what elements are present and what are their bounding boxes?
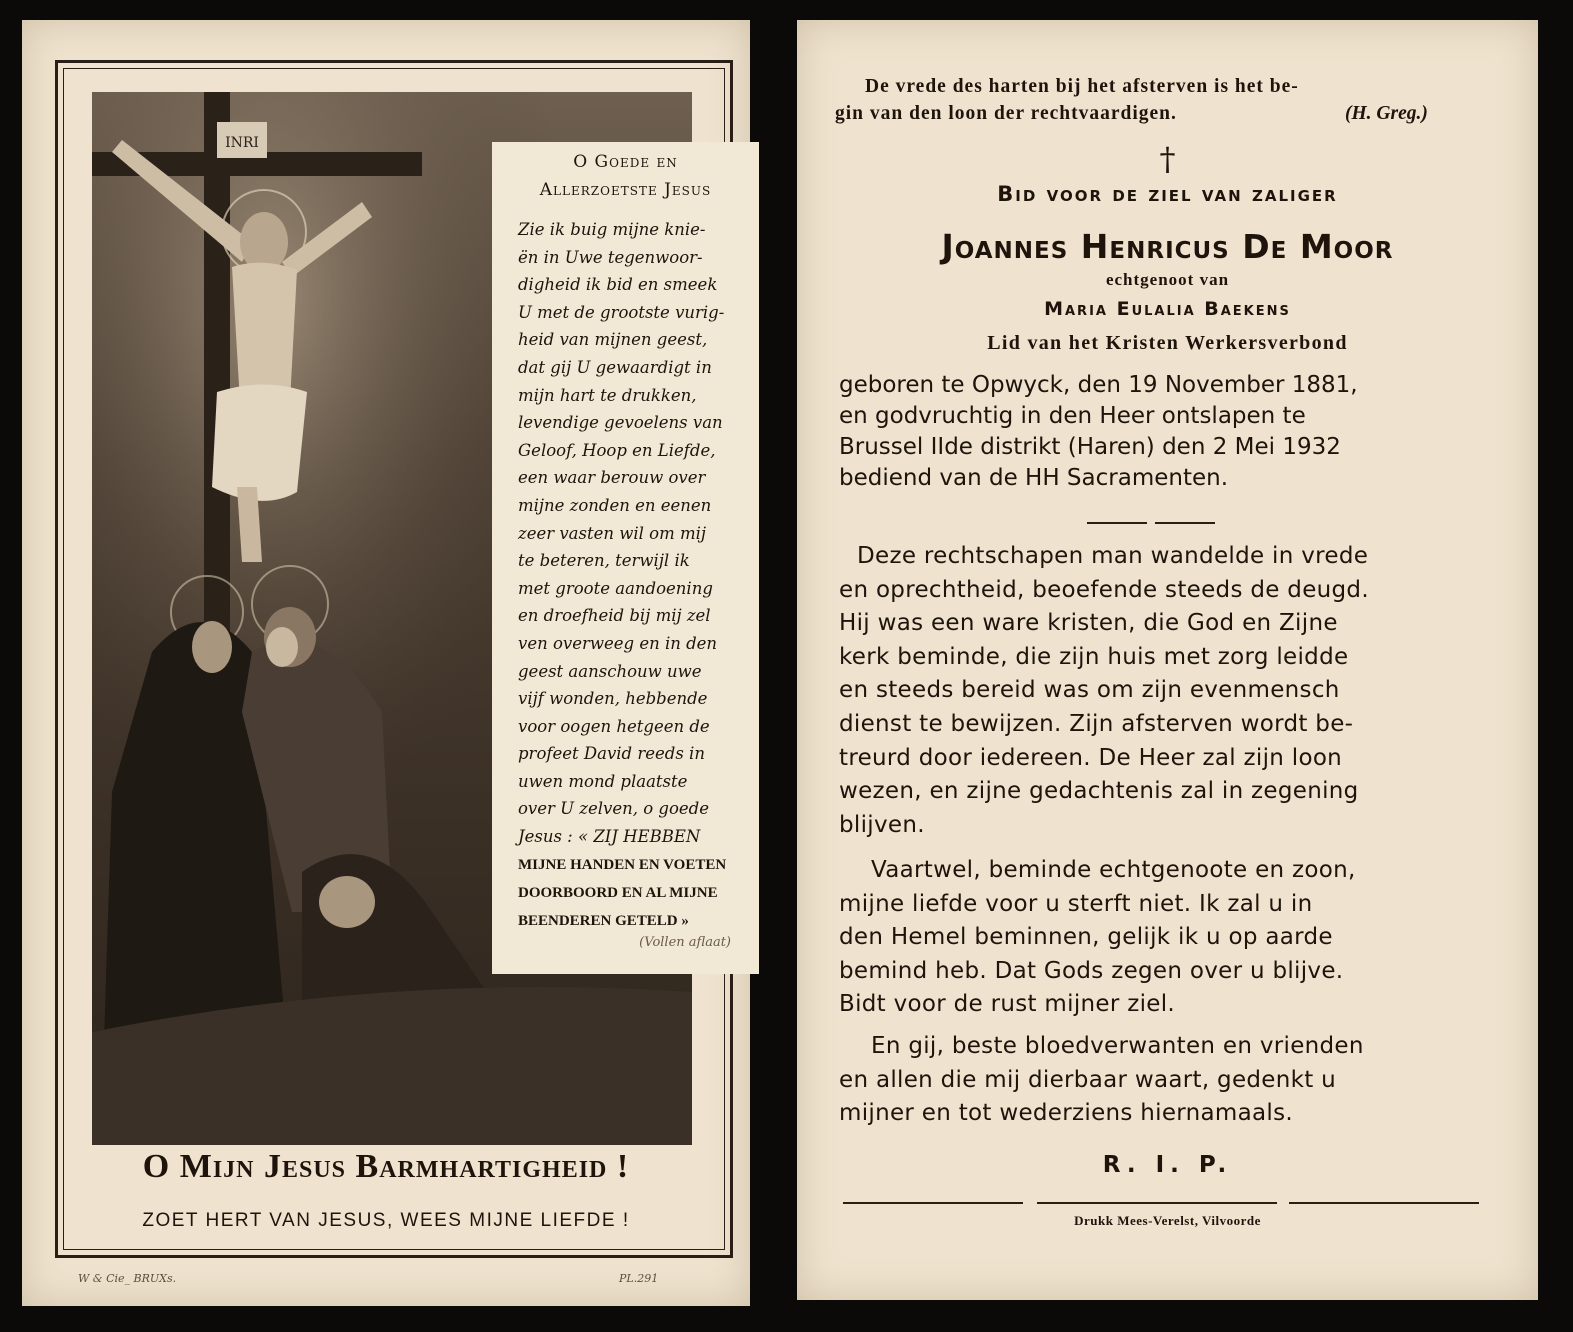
prayer-line: ven overweeg en in den (518, 633, 718, 653)
farewell-paragraph (839, 854, 1489, 1022)
footer-rule (1289, 1202, 1479, 1204)
prayer-line: zeer vasten wil om mij (518, 523, 707, 543)
bio-line: en godvruchtig in den Heer ontslapen te (839, 403, 1306, 429)
prayer-line: en droefheid bij mij zel (518, 606, 711, 626)
eulogy-line: kerk beminde, die zijn huis met zorg leidde (839, 643, 1349, 670)
footer-rule (1037, 1202, 1277, 1204)
bio-line: Brussel IIde distrikt (Haren) den 2 Mei 1932 (839, 434, 1341, 460)
biography (839, 370, 1489, 494)
bio-line: geboren te Opwyck, den 19 November 1881, (839, 372, 1358, 398)
eulogy-paragraph (839, 540, 1489, 842)
relatives-line: en allen die mij dierbaar waart, gedenkt u (839, 1066, 1337, 1093)
prayer-title-line: Allerzoetste Jesus (539, 180, 712, 200)
quote-line: MIJNE HANDEN EN VOETEN (518, 856, 727, 873)
prayer-line: geest aanschouw uwe (518, 661, 702, 681)
prayer-line: profeet David reeds in (518, 744, 705, 764)
prayer-line: een waar berouw over (518, 468, 706, 488)
eulogy-line: treurd door iedereen. De Heer zal zijn loon (839, 744, 1343, 771)
farewell-line: den Hemel beminnen, gelijk ik u op aarde (839, 924, 1333, 951)
quote-line: BEENDEREN GETELD » (518, 912, 689, 929)
memorial-card-back (797, 20, 1538, 1300)
separator-rule (1087, 522, 1147, 524)
john-face (266, 627, 298, 667)
deceased-name: Joannes Henricus De Moor (941, 227, 1394, 266)
prayer-line: met groote aandoening (518, 578, 713, 598)
prayer-line: levendige gevoelens van (518, 413, 723, 433)
prayer-text-panel (492, 142, 759, 974)
spouse-name: Maria Eulalia Baekens (1044, 298, 1291, 320)
prayer-line: dat gij U gewaardigt in (518, 357, 712, 377)
footer-rule (843, 1202, 1023, 1204)
sub-title: ZOET HERT VAN JESUS, WEES MIJNE LIEFDE ! (142, 1210, 630, 1231)
eulogy-line: blijven. (839, 811, 925, 838)
prayer-line: over U zelven, o goede (518, 799, 710, 819)
rip-mark: R. I. P. (1102, 1152, 1233, 1178)
eulogy-line: Hij was een ware kristen, die God en Zijne (839, 610, 1338, 637)
eulogy-line: en oprechtheid, beoefende steeds de deugd. (839, 576, 1369, 603)
publisher-mark: W & Cie_ BRUXs. (78, 1272, 177, 1285)
relatives-paragraph (839, 1030, 1489, 1131)
farewell-line: Vaartwel, beminde echtgenoote en zoon, (871, 857, 1356, 883)
relatives-line: mijner en tot wederziens hiernamaals. (839, 1100, 1294, 1127)
scripture-quote (518, 851, 749, 935)
prayer-line: Geloof, Hoop en Liefde, (518, 440, 716, 460)
prayer-line: mijn hart te drukken, (518, 385, 697, 405)
prayer-line: uwen mond plaatste (518, 771, 688, 791)
quote-line: DOORBOORD EN AL MIJNE (518, 884, 718, 901)
opening-quote-line: De vrede des harten bij het afsterven is het be- (865, 76, 1299, 97)
prayer-line: Zie ik buig mijne knie- (518, 220, 706, 239)
cross-icon: † (1159, 140, 1176, 178)
prayer-line: voor oogen hetgeen de (518, 716, 710, 736)
opening-quote-line: gin van den loon der rechtvaardigen. (835, 103, 1177, 124)
prayer-line: U met de grootste vurig- (518, 302, 725, 322)
separator-rule (1155, 522, 1215, 524)
prayer-line: te beteren, terwijl ik (518, 551, 690, 571)
plate-code: PL.291 (619, 1272, 659, 1285)
prayer-line: heid van mijnen geest, (518, 330, 708, 350)
farewell-line: mijne liefde voor u sterft niet. Ik zal u in (839, 890, 1313, 917)
quote-source: (H. Greg.) (1345, 103, 1428, 124)
prayer-title (492, 148, 759, 204)
crucifixion-illustration (92, 92, 731, 1145)
bio-line: bediend van de HH Sacramenten. (839, 465, 1229, 491)
prayer-line: digheid ik bid en smeek (518, 275, 718, 295)
eulogy-line: en steeds bereid was om zijn evenmensch (839, 677, 1340, 704)
eulogy-line: wezen, en zijne gedachtenis zal in zegening (839, 778, 1359, 805)
prayer-line: ën in Uwe tegenwoor- (518, 247, 703, 267)
relatives-line: En gij, beste bloedverwanten en vrienden (871, 1033, 1364, 1059)
prayer-line: Jesus : « ZIJ HEBBEN (518, 827, 701, 847)
membership-line: Lid van het Kristen Werkersverbond (987, 332, 1348, 354)
spouse-label: echtgenoot van (1105, 270, 1230, 289)
farewell-line: Bidt voor de rust mijner ziel. (839, 991, 1176, 1018)
farewell-line: bemind heb. Dat Gods zegen over u blijve. (839, 957, 1344, 984)
loincloth (212, 385, 307, 501)
eulogy-line: dienst te bewijzen. Zijn afsterven wordt be- (839, 710, 1354, 737)
printer-credit: Drukk Mees-Verelst, Vilvoorde (1074, 1213, 1261, 1228)
indulgence-note: (Vollen aflaat) (639, 934, 731, 950)
magdalene-face (319, 876, 375, 928)
prayer-title-line: O Goede en (573, 152, 678, 172)
prayer-card-front (22, 20, 750, 1306)
inri-text: INRI (225, 135, 259, 151)
eulogy-line: Deze rechtschapen man wandelde in vrede (857, 543, 1369, 569)
prayer-body (518, 216, 749, 851)
mary-face (192, 621, 232, 673)
prayer-line: mijne zonden en eenen (518, 495, 712, 515)
prayer-line: vijf wonden, hebbende (518, 689, 708, 709)
pray-for-soul-line: Bid voor de ziel van zaliger (997, 182, 1338, 206)
main-title: O Mijn Jesus Barmhartigheid ! (142, 1148, 630, 1185)
